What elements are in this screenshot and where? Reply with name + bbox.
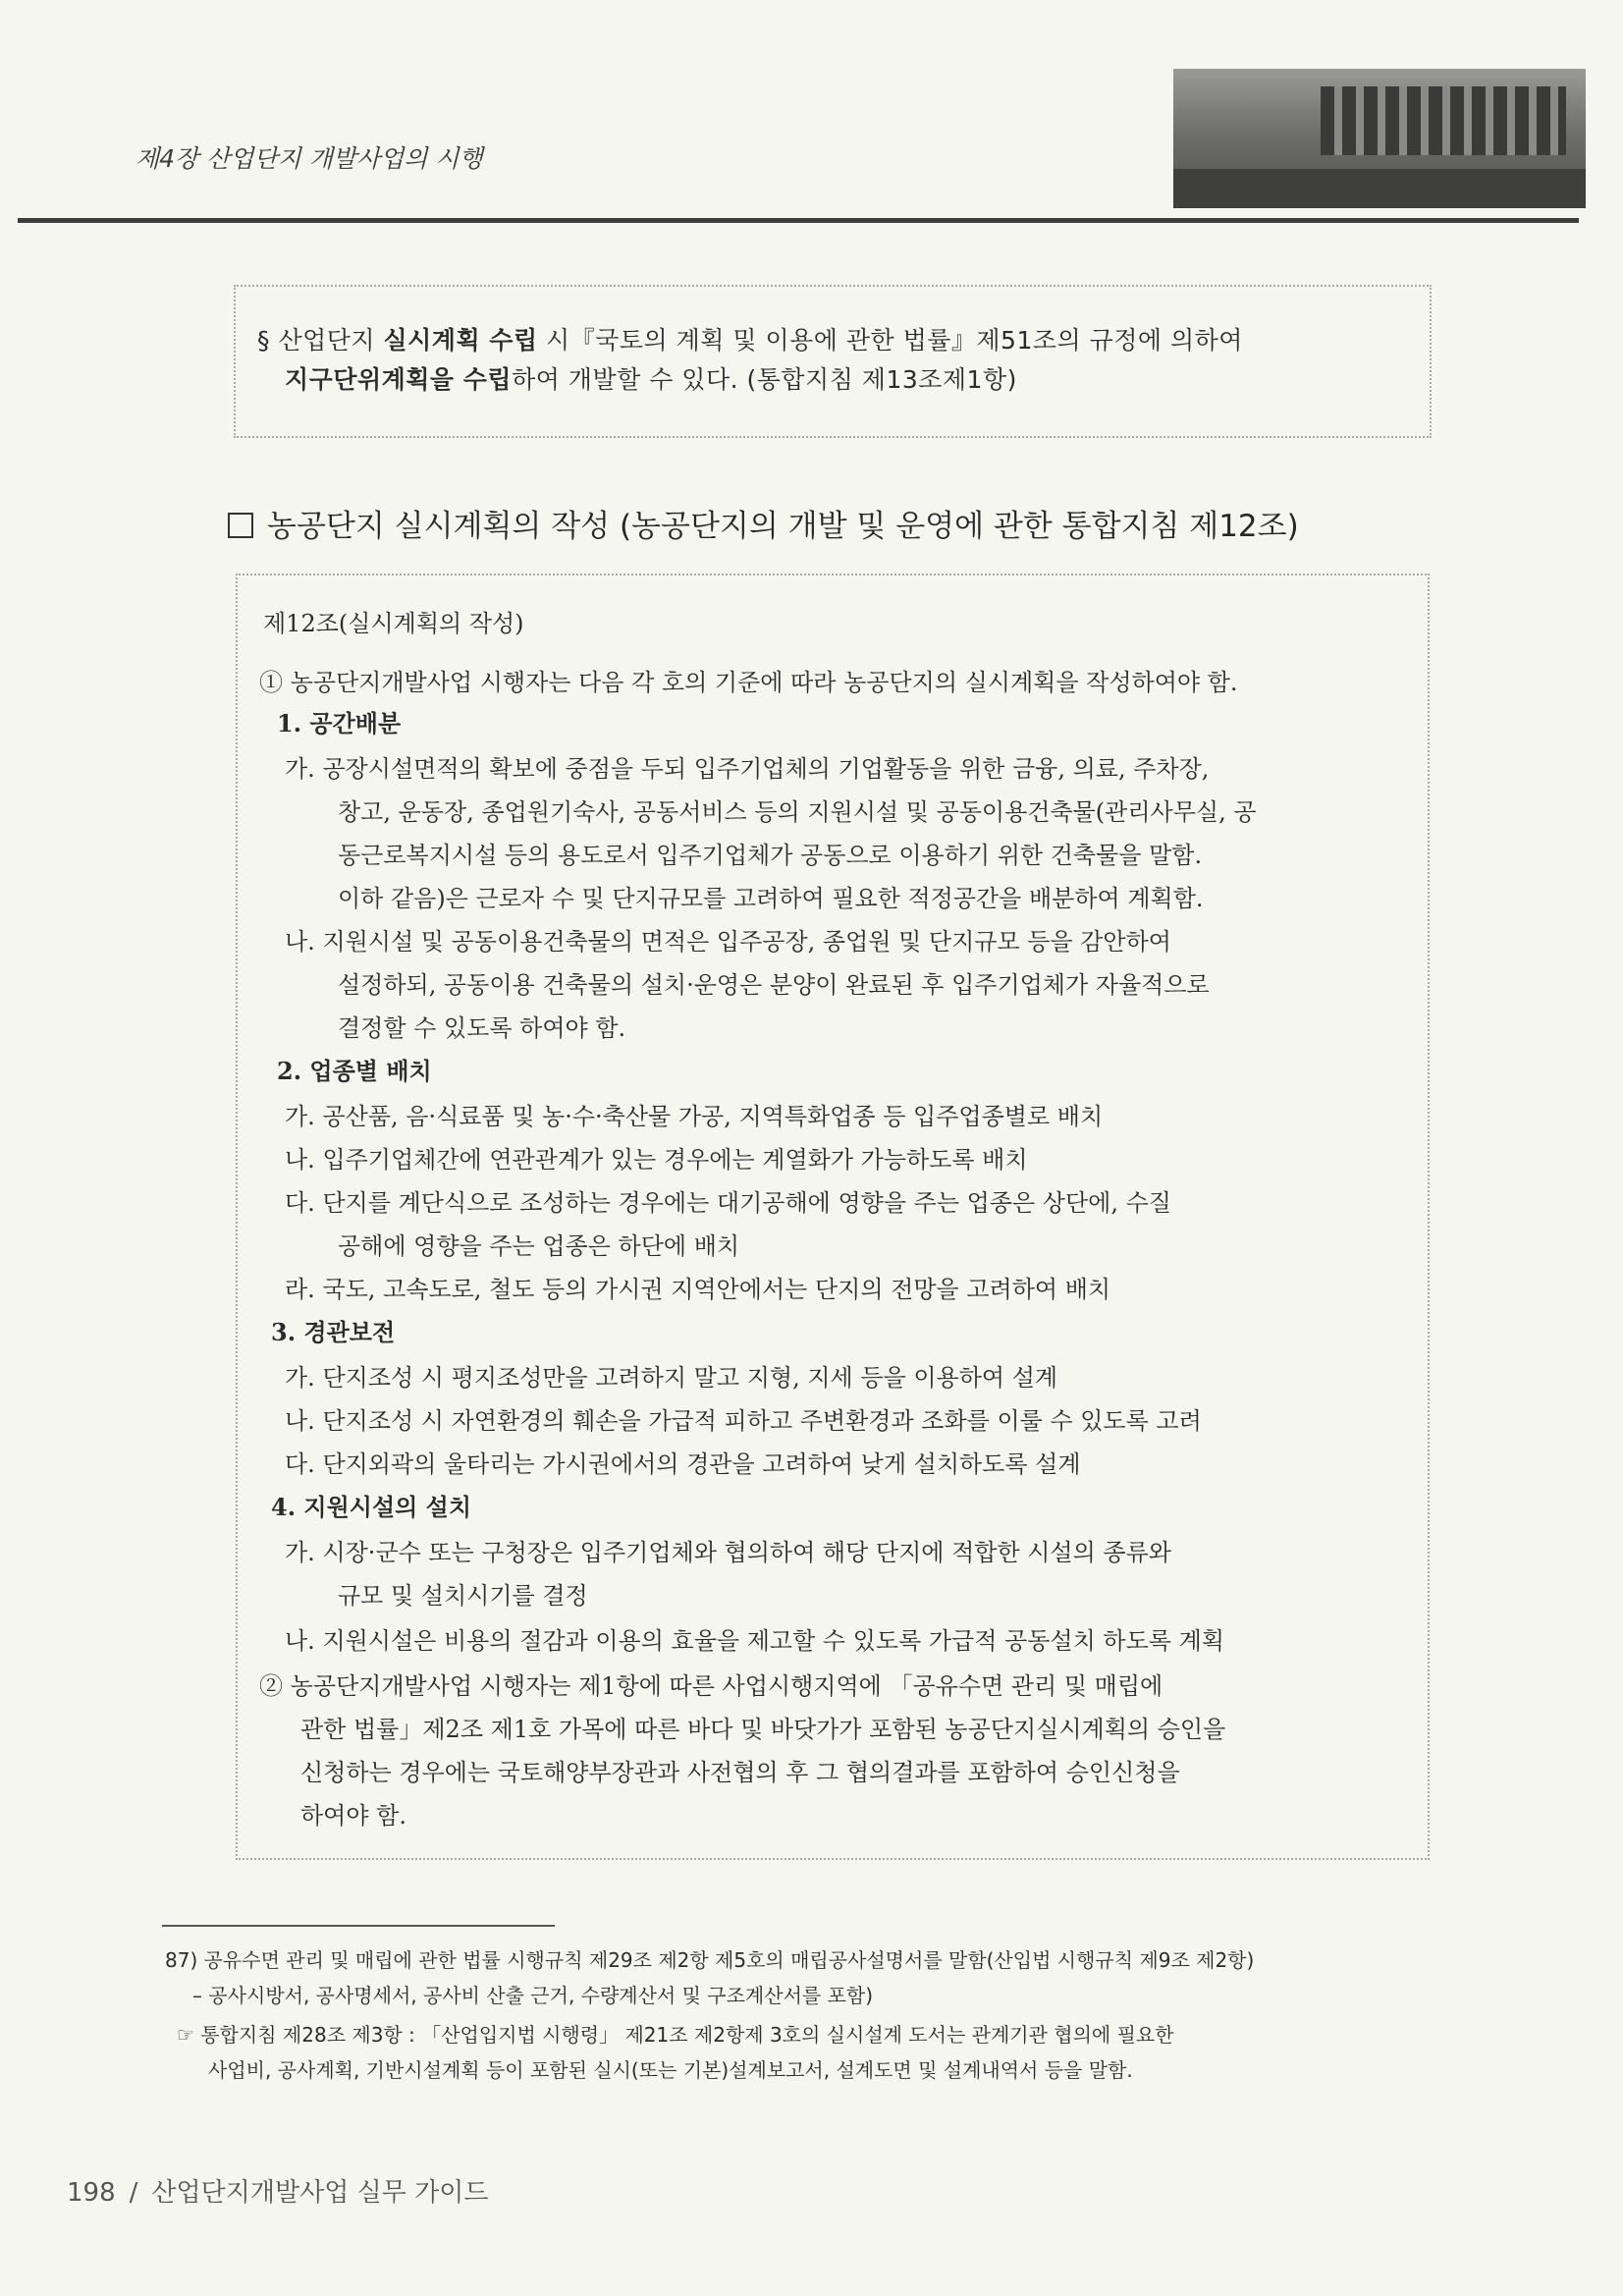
sub-item: 나. 단지조성 시 자연환경의 훼손을 가급적 피하고 주변환경과 조화를 이룰 수 있도록 고려 (285, 1407, 1202, 1435)
item-heading: 1. 공간배분 (277, 709, 402, 738)
footnote-87: 87) 공유수면 관리 및 매립에 관한 법률 시행규칙 제29조 제2항 제5호의 매립공사설명서를 말함(산입법 시행규칙 제9조 제2항) (165, 1948, 1255, 1972)
footnote-reference-continued: 사업비, 공사계획, 기반시설계획 등이 포함된 실시(또는 기본)설계보고서, 설계도면 및 설계내역서 등을 말함. (208, 2058, 1133, 2082)
article-paragraph-continued: 하여야 함. (300, 1802, 406, 1830)
header-photo (1173, 69, 1586, 208)
note-line-1-bold: 실시계획 수립 (383, 326, 538, 355)
sub-item: 가. 시장·군수 또는 구청장은 입주기업체와 협의하여 해당 단지에 적합한 시설의 종류와 (285, 1539, 1171, 1566)
note-line-2-bold: 지구단위계획을 수립 (285, 365, 513, 394)
note-box (234, 285, 1432, 438)
photo-building (1321, 86, 1566, 155)
header-rule (18, 218, 1579, 223)
sub-item: 나. 지원시설 및 공동이용건축물의 면적은 입주공장, 종업원 및 단지규모 등을 감안하여 (285, 928, 1171, 956)
note-line-1-rest: 시『국토의 계획 및 이용에 관한 법률』제51조의 규정에 의하여 (537, 326, 1243, 355)
article-paragraph: ① 농공단지개발사업 시행자는 다음 각 호의 기준에 따라 농공단지의 실시계획을 작성하여야 함. (259, 669, 1238, 696)
checkbox-square-icon (228, 513, 253, 538)
footnote-rule (162, 1925, 555, 1927)
item-heading: 3. 경관보전 (271, 1318, 396, 1346)
sub-item-continued: 공해에 영향을 주는 업종은 하단에 배치 (338, 1232, 740, 1260)
page-footer (67, 2172, 488, 2209)
note-line-1-prefix: § 산업단지 (257, 326, 384, 355)
sub-item: 가. 공장시설면적의 확보에 중점을 두되 입주기업체의 기업활동을 위한 금융, 의료, 주차장, (285, 755, 1210, 783)
note-line-1 (257, 322, 1243, 359)
sub-item-continued: 결정할 수 있도록 하여야 함. (338, 1014, 626, 1042)
sub-item: 가. 단지조성 시 평지조성만을 고려하지 말고 지형, 지세 등을 이용하여 설계 (285, 1364, 1058, 1392)
footnote-reference: ☞ 통합지침 제28조 제3항 : 「산업입지법 시행령」 제21조 제2항제 3호의 실시설계 도서는 관계기관 협의에 필요한 (177, 2023, 1174, 2047)
sub-item-continued: 설정하되, 공동이용 건축물의 설치·운영은 분양이 완료된 후 입주기업체가 자율적으로 (338, 971, 1210, 999)
note-line-2-rest: 하여 개발할 수 있다. (통합지침 제13조제1항) (512, 365, 1017, 394)
sub-item-continued: 규모 및 설치시기를 결정 (338, 1582, 588, 1610)
sub-item-continued: 창고, 운동장, 종업원기숙사, 공동서비스 등의 지원시설 및 공동이용건축물(관리사무실, 공 (338, 798, 1257, 826)
book-title: 산업단지개발사업 실무 가이드 (151, 2178, 489, 2208)
page-number: 198 (67, 2178, 116, 2208)
article-paragraph-continued: 신청하는 경우에는 국토해양부장관과 사전협의 후 그 협의결과를 포함하여 승인신청을 (300, 1759, 1180, 1786)
photo-ground (1173, 169, 1586, 208)
section-heading (228, 501, 1299, 545)
note-line-2 (285, 361, 1017, 399)
item-heading: 2. 업종별 배치 (277, 1057, 432, 1085)
footer-separator: / (129, 2178, 138, 2208)
sub-item-continued: 동근로복지시설 등의 용도로서 입주기업체가 공동으로 이용하기 위한 건축물을 말함. (338, 842, 1203, 869)
sub-item: 나. 입주기업체간에 연관관계가 있는 경우에는 계열화가 가능하도록 배치 (285, 1146, 1028, 1174)
article-title: 제12조(실시계획의 작성) (263, 610, 524, 637)
article-paragraph-continued: 관한 법률」제2조 제1호 가목에 따른 바다 및 바닷가가 포함된 농공단지실시계획의 승인을 (300, 1716, 1226, 1743)
article-paragraph: ② 농공단지개발사업 시행자는 제1항에 따른 사업시행지역에 「공유수면 관리 및 매립에 (259, 1672, 1163, 1700)
chapter-title: 제4장 산업단지 개발사업의 시행 (135, 144, 483, 173)
footnote-87-continued: – 공사시방서, 공사명세서, 공사비 산출 근거, 수량계산서 및 구조계산서를 포함) (192, 1984, 874, 2007)
sub-item: 나. 지원시설은 비용의 절감과 이용의 효율을 제고할 수 있도록 가급적 공동설치 하도록 계획 (285, 1627, 1224, 1655)
sub-item: 가. 공산품, 음·식료품 및 농·수·축산물 가공, 지역특화업종 등 입주업종별로 배치 (285, 1103, 1104, 1130)
sub-item: 라. 국도, 고속도로, 철도 등의 가시권 지역안에서는 단지의 전망을 고려하여 배치 (285, 1276, 1111, 1303)
sub-item: 다. 단지를 계단식으로 조성하는 경우에는 대기공해에 영향을 주는 업종은 상단에, 수질 (285, 1189, 1171, 1217)
sub-item-continued: 이하 같음)은 근로자 수 및 단지규모를 고려하여 필요한 적정공간을 배분하여 계획함. (338, 885, 1204, 912)
item-heading: 4. 지원시설의 설치 (271, 1493, 472, 1521)
section-heading-text: 농공단지 실시계획의 작성 (농공단지의 개발 및 운영에 관한 통합지침 제12조) (267, 509, 1299, 544)
sub-item: 다. 단지외곽의 울타리는 가시권에서의 경관을 고려하여 낮게 설치하도록 설계 (285, 1450, 1081, 1478)
